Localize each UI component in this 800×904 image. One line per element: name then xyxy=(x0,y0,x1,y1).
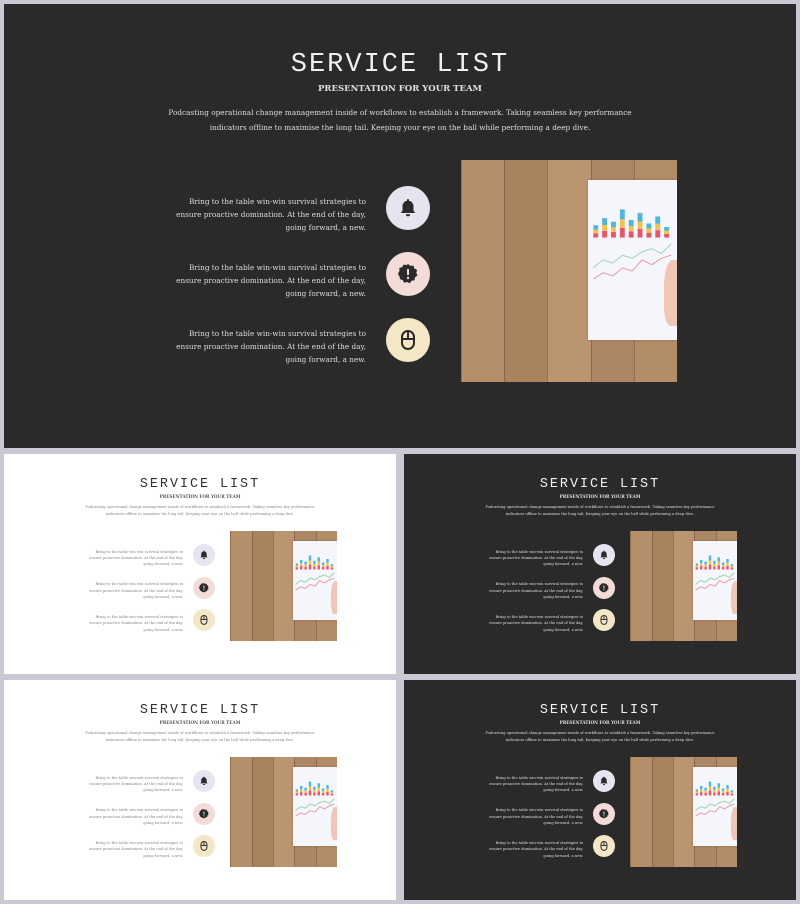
paper-chart-bar xyxy=(296,567,298,569)
paper-chart-bar xyxy=(620,209,625,219)
slide-title: SERVICE LIST xyxy=(290,50,510,80)
paper-chart-bar xyxy=(318,783,320,787)
slide-description: Podcasting operational change management inside of workflows to establish a framework. Taking seamless key performance indicators offline to maximise the long tail. Keeping your eye on the ball while performing a deep dive. xyxy=(85,730,315,743)
paper-chart-bar xyxy=(313,561,315,564)
paper-chart-bar xyxy=(594,230,599,234)
paper-chart-bar xyxy=(313,567,315,570)
paper-chart-bar xyxy=(713,567,715,570)
paper-chart-bar xyxy=(696,566,698,568)
service-item-text: Bring to the table win-win survival strategies to ensure proactive domination. At the end of the day, going forward, a new. xyxy=(489,840,584,858)
paper-chart-bar xyxy=(318,565,320,569)
service-icon-circle xyxy=(193,770,215,792)
wood-plank xyxy=(252,531,275,641)
slide-title: SERVICE LIST xyxy=(539,476,661,492)
paper-chart-bar xyxy=(700,560,702,563)
paper-chart-bar xyxy=(709,782,711,787)
service-item-text: Bring to the table win-win survival strategies to ensure proactive domination. At the end of the day, going forward, a new. xyxy=(176,329,366,364)
service-icon-circle xyxy=(386,186,430,230)
paper-chart-bar xyxy=(647,228,652,232)
paper-chart-bar xyxy=(318,557,320,561)
paper-chart-line xyxy=(296,573,335,585)
paper-chart-bar xyxy=(718,788,720,792)
slide-title: SERVICE LIST xyxy=(139,476,261,492)
paper-chart-bar xyxy=(629,220,634,226)
slide-description: Podcasting operational change management inside of workflows to establish a framework. Taking seamless key performance indicators offline to maximise the long tail. Keeping your eye on the ball while performing a deep dive. xyxy=(85,504,315,517)
bell-icon xyxy=(198,775,210,787)
service-icon-circle xyxy=(593,577,615,599)
paper-chart-bar xyxy=(718,557,720,561)
paper-chart-bar xyxy=(713,561,715,564)
paper-chart-bar xyxy=(318,788,320,792)
desk-chart-photo xyxy=(230,531,337,641)
paper-chart-bar xyxy=(638,229,643,238)
paper-chart-bar xyxy=(727,785,729,789)
paper-chart-bar xyxy=(322,565,324,567)
service-item-text: Bring to the table win-win survival strategies to ensure proactive domination. At the end of the day, going forward, a new. xyxy=(89,582,184,600)
mouse-icon xyxy=(396,328,420,352)
paper-chart-bar xyxy=(696,792,698,794)
alert-badge-icon xyxy=(396,262,420,286)
paper-chart-bar xyxy=(296,789,298,791)
paper-chart-bar xyxy=(318,562,320,566)
wood-plank xyxy=(504,160,549,382)
paper-chart-bar xyxy=(665,231,670,234)
service-item-text: Bring to the table win-win survival strategies to ensure proactive domination. At the end of the day, going forward, a new. xyxy=(89,549,184,567)
paper-chart-bar xyxy=(318,791,320,795)
paper-chart-bar xyxy=(709,565,711,570)
paper-chart-bar xyxy=(713,787,715,790)
slide-description: Podcasting operational change management inside of workflows to establish a framework. Taking seamless key performance indicators offline to maximise the long tail. Keeping your eye on the ball while performing a deep dive. xyxy=(168,108,632,132)
slide-thumb-2[interactable] xyxy=(404,454,796,674)
paper-chart-bar xyxy=(713,793,715,796)
paper-chart-bar xyxy=(647,233,652,238)
service-icon-circle xyxy=(593,609,615,631)
paper-chart-bar xyxy=(718,565,720,569)
slide-description: Podcasting operational change management inside of workflows to establish a framework. Taking seamless key performance indicators offline to maximise the long tail. Keeping your eye on the ball while performing a deep dive. xyxy=(485,730,715,743)
paper-chart-line xyxy=(696,799,735,811)
paper-chart-bar xyxy=(718,562,720,566)
bell-icon xyxy=(598,549,610,561)
paper-chart-bar xyxy=(696,567,698,569)
paper-chart-bar xyxy=(296,563,298,565)
paper-chart-bar xyxy=(296,792,298,794)
paper-chart-bar xyxy=(313,793,315,796)
paper-chart-bar xyxy=(656,224,661,230)
slide-subtitle: PRESENTATION FOR YOUR TEAM xyxy=(159,719,241,725)
paper-chart-bar xyxy=(611,227,616,232)
paper-chart-bar xyxy=(300,560,302,563)
mouse-icon xyxy=(198,840,210,852)
paper-chart-bar xyxy=(722,567,724,569)
paper-chart-bar xyxy=(700,786,702,789)
paper-chart-bar xyxy=(305,564,307,566)
service-item-text: Bring to the table win-win survival strategies to ensure proactive domination. At the end of the day, going forward, a new. xyxy=(489,582,584,600)
paper-chart-bar xyxy=(700,563,702,566)
service-item-text: Bring to the table win-win survival strategies to ensure proactive domination. At the end of the day, going forward, a new. xyxy=(489,775,584,793)
service-item-text: Bring to the table win-win survival strategies to ensure proactive domination. At the end of the day, going forward, a new. xyxy=(89,614,184,632)
paper-chart-bar xyxy=(731,792,733,794)
service-item-text: Bring to the table win-win survival strategies to ensure proactive domination. At the end of the day, going forward, a new. xyxy=(176,197,366,232)
paper-chart-bar xyxy=(709,556,711,561)
paper-chart-bar xyxy=(656,230,661,237)
paper-chart-line xyxy=(696,573,735,585)
service-item-text: Bring to the table win-win survival strategies to ensure proactive domination. At the end of the day, going forward, a new. xyxy=(489,549,584,567)
paper-chart-bar xyxy=(309,791,311,796)
paper-chart-bar xyxy=(327,792,329,796)
alert-badge-icon xyxy=(198,808,210,820)
paper-chart-bar xyxy=(638,222,643,229)
service-item-text: Bring to the table win-win survival strategies to ensure proactive domination. At the end of the day, going forward, a new. xyxy=(489,808,584,826)
paper-chart-bar xyxy=(322,563,324,565)
paper-chart-bar xyxy=(727,789,729,792)
paper-chart-bar xyxy=(705,788,707,791)
paper-chart-bar xyxy=(331,568,333,570)
paper-chart-bar xyxy=(322,791,324,793)
wood-plank xyxy=(230,531,253,641)
wood-plank xyxy=(652,757,675,867)
paper-chart-bar xyxy=(313,787,315,790)
paper-chart-bar xyxy=(594,225,599,229)
paper-chart-bar xyxy=(327,559,329,563)
paper-chart-bar xyxy=(705,564,707,566)
service-icon-circle xyxy=(593,544,615,566)
service-item-text: Bring to the table win-win survival strategies to ensure proactive domination. At the end of the day, going forward, a new. xyxy=(489,614,584,632)
slide-title: SERVICE LIST xyxy=(139,702,261,718)
wood-plank xyxy=(461,160,506,382)
wood-plank xyxy=(547,160,592,382)
service-icon-circle xyxy=(593,770,615,792)
service-item-text: Bring to the table win-win survival strategies to ensure proactive domination. At the end of the day, going forward, a new. xyxy=(89,840,184,858)
paper-chart-bar xyxy=(305,790,307,792)
service-icon-circle xyxy=(593,803,615,825)
bell-icon xyxy=(598,775,610,787)
slide-title: SERVICE LIST xyxy=(539,702,661,718)
paper-chart-bar xyxy=(322,567,324,569)
paper-chart-bar xyxy=(731,566,733,568)
paper-chart-bar xyxy=(305,567,307,570)
service-item-text: Bring to the table win-win survival strategies to ensure proactive domination. At the end of the day, going forward, a new. xyxy=(89,808,184,826)
paper-chart-bar xyxy=(309,565,311,570)
hand xyxy=(331,807,337,840)
wood-plank xyxy=(230,757,253,867)
paper-chart-bar xyxy=(309,561,311,565)
slide-thumb-1[interactable] xyxy=(4,454,396,674)
paper-chart-bar xyxy=(696,563,698,565)
paper-chart-bar xyxy=(727,566,729,570)
paper-chart-bar xyxy=(705,790,707,792)
paper-chart-bar xyxy=(713,564,715,567)
paper-chart-bar xyxy=(722,793,724,795)
hand xyxy=(664,260,677,327)
paper-chart-line xyxy=(594,244,672,268)
paper-chart-bar xyxy=(322,789,324,791)
paper-chart-bar xyxy=(718,791,720,795)
paper-chart-bar xyxy=(603,218,608,225)
mouse-icon xyxy=(198,614,210,626)
mouse-icon xyxy=(598,614,610,626)
paper-chart-bar xyxy=(705,793,707,796)
paper-chart-bar xyxy=(718,783,720,787)
paper-chart-bar xyxy=(309,782,311,787)
paper-chart-bar xyxy=(638,213,643,222)
slide-description: Podcasting operational change management inside of workflows to establish a framework. Taking seamless key performance indicators offline to maximise the long tail. Keeping your eye on the ball while performing a deep dive. xyxy=(485,504,715,517)
paper-chart-bar xyxy=(309,787,311,791)
alert-badge-icon xyxy=(598,808,610,820)
paper-chart-bar xyxy=(665,227,670,231)
paper-chart-bar xyxy=(722,791,724,793)
slide-subtitle: PRESENTATION FOR YOUR TEAM xyxy=(559,493,641,499)
paper-chart-bar xyxy=(300,786,302,789)
slide-subtitle: PRESENTATION FOR YOUR TEAM xyxy=(559,719,641,725)
paper-chart-bar xyxy=(700,792,702,795)
paper-chart-bar xyxy=(327,789,329,792)
paper-chart-bar xyxy=(331,790,333,792)
paper-chart-bar xyxy=(709,787,711,791)
slide-main[interactable] xyxy=(4,4,796,448)
paper-chart-bar xyxy=(620,228,625,238)
paper-chart-bar xyxy=(731,794,733,796)
service-icon-circle xyxy=(593,835,615,857)
paper-chart-bar xyxy=(296,566,298,568)
service-icon-circle xyxy=(193,835,215,857)
slide-subtitle: PRESENTATION FOR YOUR TEAM xyxy=(159,493,241,499)
paper-chart-bar xyxy=(705,567,707,570)
slide-thumb-4[interactable] xyxy=(404,680,796,900)
desk-chart-photo xyxy=(230,757,337,867)
paper-chart-bar xyxy=(696,793,698,795)
hand xyxy=(731,581,737,614)
paper-chart-bar xyxy=(305,793,307,796)
service-icon-circle xyxy=(193,577,215,599)
wood-plank xyxy=(630,531,653,641)
paper-chart-bar xyxy=(331,564,333,566)
paper-chart-bar xyxy=(731,790,733,792)
paper-chart-bar xyxy=(713,790,715,793)
service-item-text: Bring to the table win-win survival strategies to ensure proactive domination. At the end of the day, going forward, a new. xyxy=(89,775,184,793)
desk-chart-photo xyxy=(630,531,737,641)
paper-chart-bar xyxy=(727,559,729,563)
hand xyxy=(331,581,337,614)
alert-badge-icon xyxy=(598,582,610,594)
paper-chart-bar xyxy=(700,789,702,792)
paper-chart-bar xyxy=(709,791,711,796)
paper-chart-bar xyxy=(722,565,724,567)
paper-chart-bar xyxy=(327,785,329,789)
desk-chart-photo xyxy=(630,757,737,867)
paper-chart-bar xyxy=(327,566,329,570)
paper-chart-bar xyxy=(722,563,724,565)
paper-chart-bar xyxy=(331,794,333,796)
paper-chart-bar xyxy=(300,792,302,795)
wood-plank xyxy=(652,531,675,641)
paper-chart-bar xyxy=(705,562,707,565)
paper-chart-bar xyxy=(331,566,333,568)
paper-chart-bar xyxy=(647,223,652,228)
paper-chart-bar xyxy=(629,226,634,231)
paper-chart-bar xyxy=(665,234,670,238)
service-icon-circle xyxy=(386,252,430,296)
paper-chart-bar xyxy=(313,790,315,793)
paper-chart-graphic xyxy=(588,180,677,340)
paper-chart-bar xyxy=(296,793,298,795)
service-icon-circle xyxy=(193,544,215,566)
paper-chart-bar xyxy=(696,789,698,791)
service-icon-circle xyxy=(193,803,215,825)
alert-badge-icon xyxy=(198,582,210,594)
paper-chart-bar xyxy=(300,789,302,792)
paper-chart-bar xyxy=(656,216,661,223)
wood-plank xyxy=(630,757,653,867)
paper-chart-bar xyxy=(322,793,324,795)
paper-chart-bar xyxy=(300,563,302,566)
paper-chart-bar xyxy=(327,563,329,566)
paper-chart-bar xyxy=(709,561,711,565)
paper-chart-bar xyxy=(309,556,311,561)
paper-chart-bar xyxy=(727,792,729,796)
paper-chart-bar xyxy=(731,564,733,566)
bell-icon xyxy=(396,196,420,220)
bell-icon xyxy=(198,549,210,561)
paper-chart-bar xyxy=(300,566,302,569)
paper-chart-bar xyxy=(611,232,616,238)
paper-chart-bar xyxy=(603,231,608,238)
mouse-icon xyxy=(598,840,610,852)
hand xyxy=(731,807,737,840)
service-icon-circle xyxy=(193,609,215,631)
slide-thumb-3[interactable] xyxy=(4,680,396,900)
paper-chart-bar xyxy=(629,231,634,237)
paper-chart-bar xyxy=(305,562,307,565)
report-paper xyxy=(588,180,677,340)
paper-chart-bar xyxy=(700,566,702,569)
paper-chart-bar xyxy=(620,219,625,227)
paper-chart-line xyxy=(296,799,335,811)
wood-plank xyxy=(252,757,275,867)
paper-chart-bar xyxy=(313,564,315,567)
paper-chart-bar xyxy=(305,788,307,791)
service-icon-circle xyxy=(386,318,430,362)
paper-chart-bar xyxy=(722,789,724,791)
paper-chart-bar xyxy=(603,225,608,231)
paper-chart-bar xyxy=(727,563,729,566)
paper-chart-bar xyxy=(331,792,333,794)
paper-chart-bar xyxy=(611,222,616,228)
desk-chart-photo xyxy=(461,160,677,382)
slide-subtitle: PRESENTATION FOR YOUR TEAM xyxy=(318,84,482,94)
paper-chart-bar xyxy=(731,568,733,570)
service-item-text: Bring to the table win-win survival strategies to ensure proactive domination. At the end of the day, going forward, a new. xyxy=(176,263,366,298)
paper-chart-bar xyxy=(594,233,599,237)
